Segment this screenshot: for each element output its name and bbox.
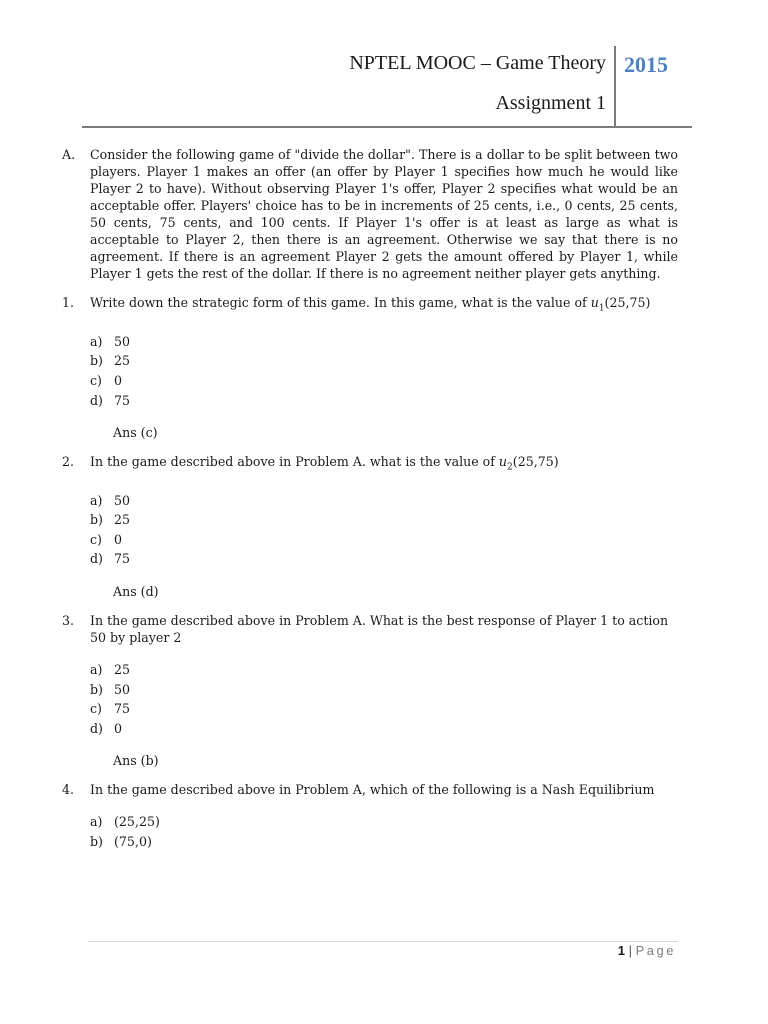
options-list (90, 490, 678, 568)
question-prompt: In the game described above in Problem A. what is the value of (90, 453, 499, 469)
question-text (90, 453, 678, 477)
option: d) 75 (90, 392, 131, 408)
option: b) 25 (90, 512, 131, 528)
options-list (90, 660, 678, 738)
assignment-title: Assignment 1 (495, 92, 606, 114)
option: a) (25,25) (90, 814, 160, 830)
option: d) 75 (90, 551, 131, 567)
option: b) 50 (90, 681, 131, 697)
footer-divider (88, 941, 678, 942)
question-2 (62, 453, 678, 477)
question-text: In the game described above in Problem A. What is the best response of Player 1 to action 50 by player 2 (90, 612, 669, 645)
problem-a (62, 146, 678, 282)
header-vertical-divider (614, 46, 616, 126)
question-3 (62, 612, 678, 646)
year-label: 2015 (624, 52, 668, 77)
course-title: NPTEL MOOC – Game Theory (349, 52, 606, 74)
question-4 (62, 781, 678, 798)
options-list (90, 332, 678, 410)
option: c) 0 (90, 373, 123, 388)
option: d) 0 (90, 720, 123, 736)
question-text: In the game described above in Problem A, which of the following is a Nash Equilibrium (90, 782, 655, 798)
header-horizontal-divider (82, 126, 692, 128)
answer: Ans (c) (113, 424, 158, 440)
document-body (62, 146, 678, 851)
answer: Ans (b) (113, 753, 159, 769)
question-text (90, 294, 678, 318)
page-word: Page (635, 943, 676, 958)
math-expression: $u_1(25,75)$ (590, 295, 651, 314)
question-1 (62, 294, 678, 318)
footer-separator: | (628, 943, 632, 958)
option: a) 50 (90, 492, 131, 508)
problem-a-text: Consider the following game of "divide the dollar". There is a dollar to be split between two players. Player 1 makes an offer (an offer by Player 1 specifies how much he would like Player 2 to have). Without observing Player 1's offer, Player 2 specifies what would be an acceptable offer. Players' choice has to be in increments of 25 cents, i.e., 0 cents, 25 cents, 50 cents, 75 cents, and 100 cents. If Player 1's offer is at least as large as what is acceptable to Player 2, then there is an agreement. Otherwise we say that there is no agreement. If there is an agreement Player 2 gets the amount offered by Player 1, while Player 1 gets the rest of the dollar. If there is no agreement neither player gets anything. (90, 147, 678, 281)
question-prompt: Write down the strategic form of this game. In this game, what is the value of (90, 295, 591, 310)
option: c) 75 (90, 701, 131, 717)
option: a) 50 (90, 333, 131, 349)
option: c) 0 (90, 531, 123, 547)
options-list (90, 812, 678, 851)
question-number: 3. (62, 612, 75, 628)
document-header (0, 0, 768, 140)
option: b) 25 (90, 353, 131, 369)
page-number: 1 (617, 943, 625, 958)
answer: Ans (d) (113, 583, 159, 599)
question-number: 1. (62, 295, 75, 310)
page-footer (618, 943, 676, 958)
option: a) 25 (90, 662, 131, 678)
math-expression: $u_2(25,75)$ (498, 453, 559, 473)
question-number: 2. (62, 453, 75, 469)
option: b) (75,0) (90, 834, 152, 850)
question-number: 4. (62, 782, 75, 798)
problem-a-label: A. (62, 147, 76, 162)
